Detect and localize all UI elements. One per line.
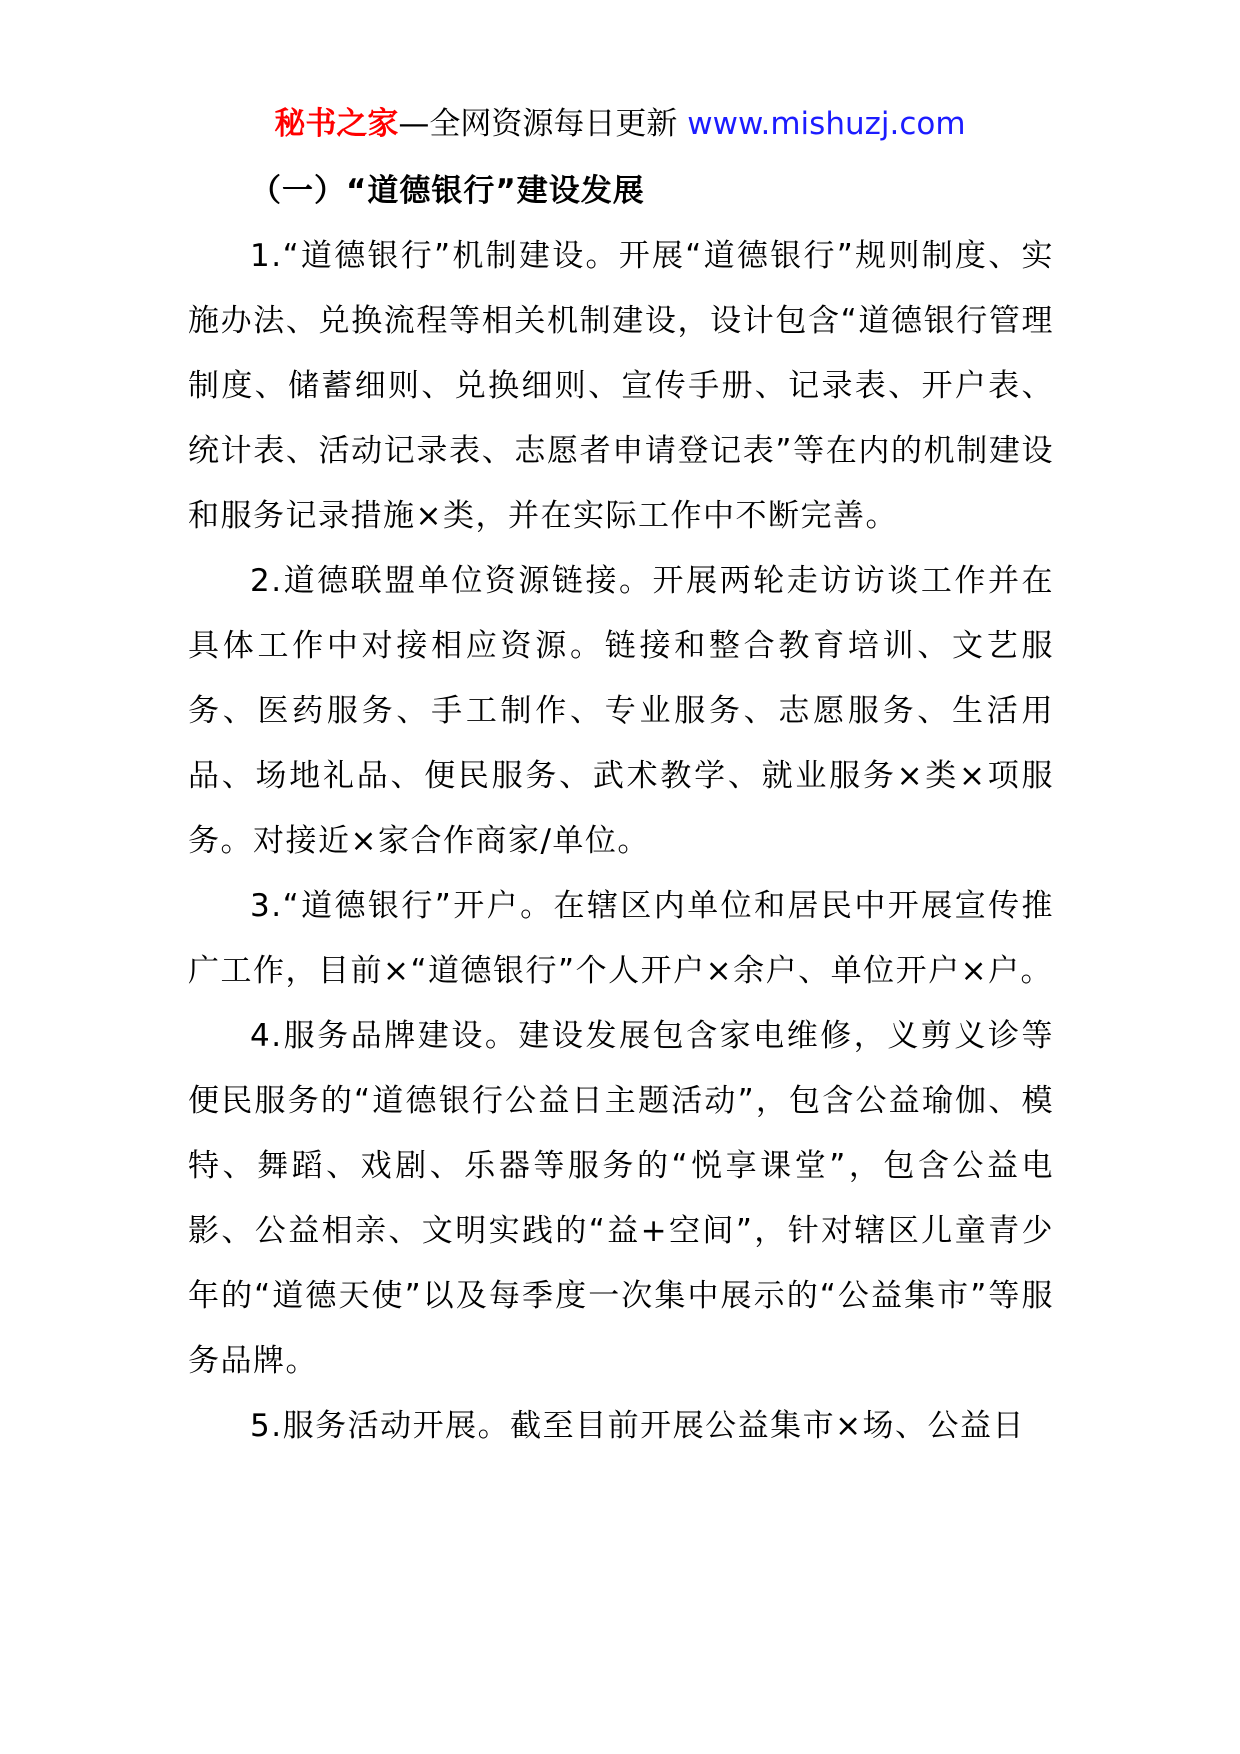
paragraph-accounts: 3.“道德银行”开户。在辖区内单位和居民中开展宣传推广工作，目前×“道德银行”个人开户×余户、单位开户×户。 xyxy=(188,888,1054,989)
document-body xyxy=(188,158,1054,1459)
paragraph-mechanism: 1.“道德银行”机制建设。开展“道德银行”规则制度、实施办法、兑换流程等相关机制建设，设计包含“道德银行管理制度、储蓄细则、兑换细则、宣传手册、记录表、开户表、统计表、活动记录表、志愿者申请登记表”等在内的机制建设和服务记录措施×类，并在实际工作中不断完善。 xyxy=(188,238,1054,534)
paragraph-resources: 2.道德联盟单位资源链接。开展两轮走访访谈工作并在具体工作中对接相应资源。链接和整合教育培训、文艺服务、医药服务、手工制作、专业服务、志愿服务、生活用品、场地礼品、便民服务、武术教学、就业服务×类×项服务。对接近×家合作商家/单位。 xyxy=(188,563,1054,859)
paragraph-activities: 5.服务活动开展。截至目前开展公益集市×场、公益日 xyxy=(250,1408,1026,1444)
header-tagline: —全网资源每日更新 xyxy=(398,106,688,142)
site-url-link[interactable]: www.mishuzj.com xyxy=(687,106,966,142)
section-heading: （一）“道德银行”建设发展 xyxy=(250,173,645,209)
paragraph-brand: 4.服务品牌建设。建设发展包含家电维修，义剪义诊等便民服务的“道德银行公益日主题活动”，包含公益瑜伽、模特、舞蹈、戏剧、乐器等服务的“悦享课堂”，包含公益电影、公益相亲、文明实践的“益+空间”，针对辖区儿童青少年的“道德天使”以及每季度一次集中展示的“公益集市”等服务品牌。 xyxy=(188,1018,1054,1379)
brand-name: 秘书之家 xyxy=(274,106,399,142)
site-header xyxy=(0,100,1240,148)
